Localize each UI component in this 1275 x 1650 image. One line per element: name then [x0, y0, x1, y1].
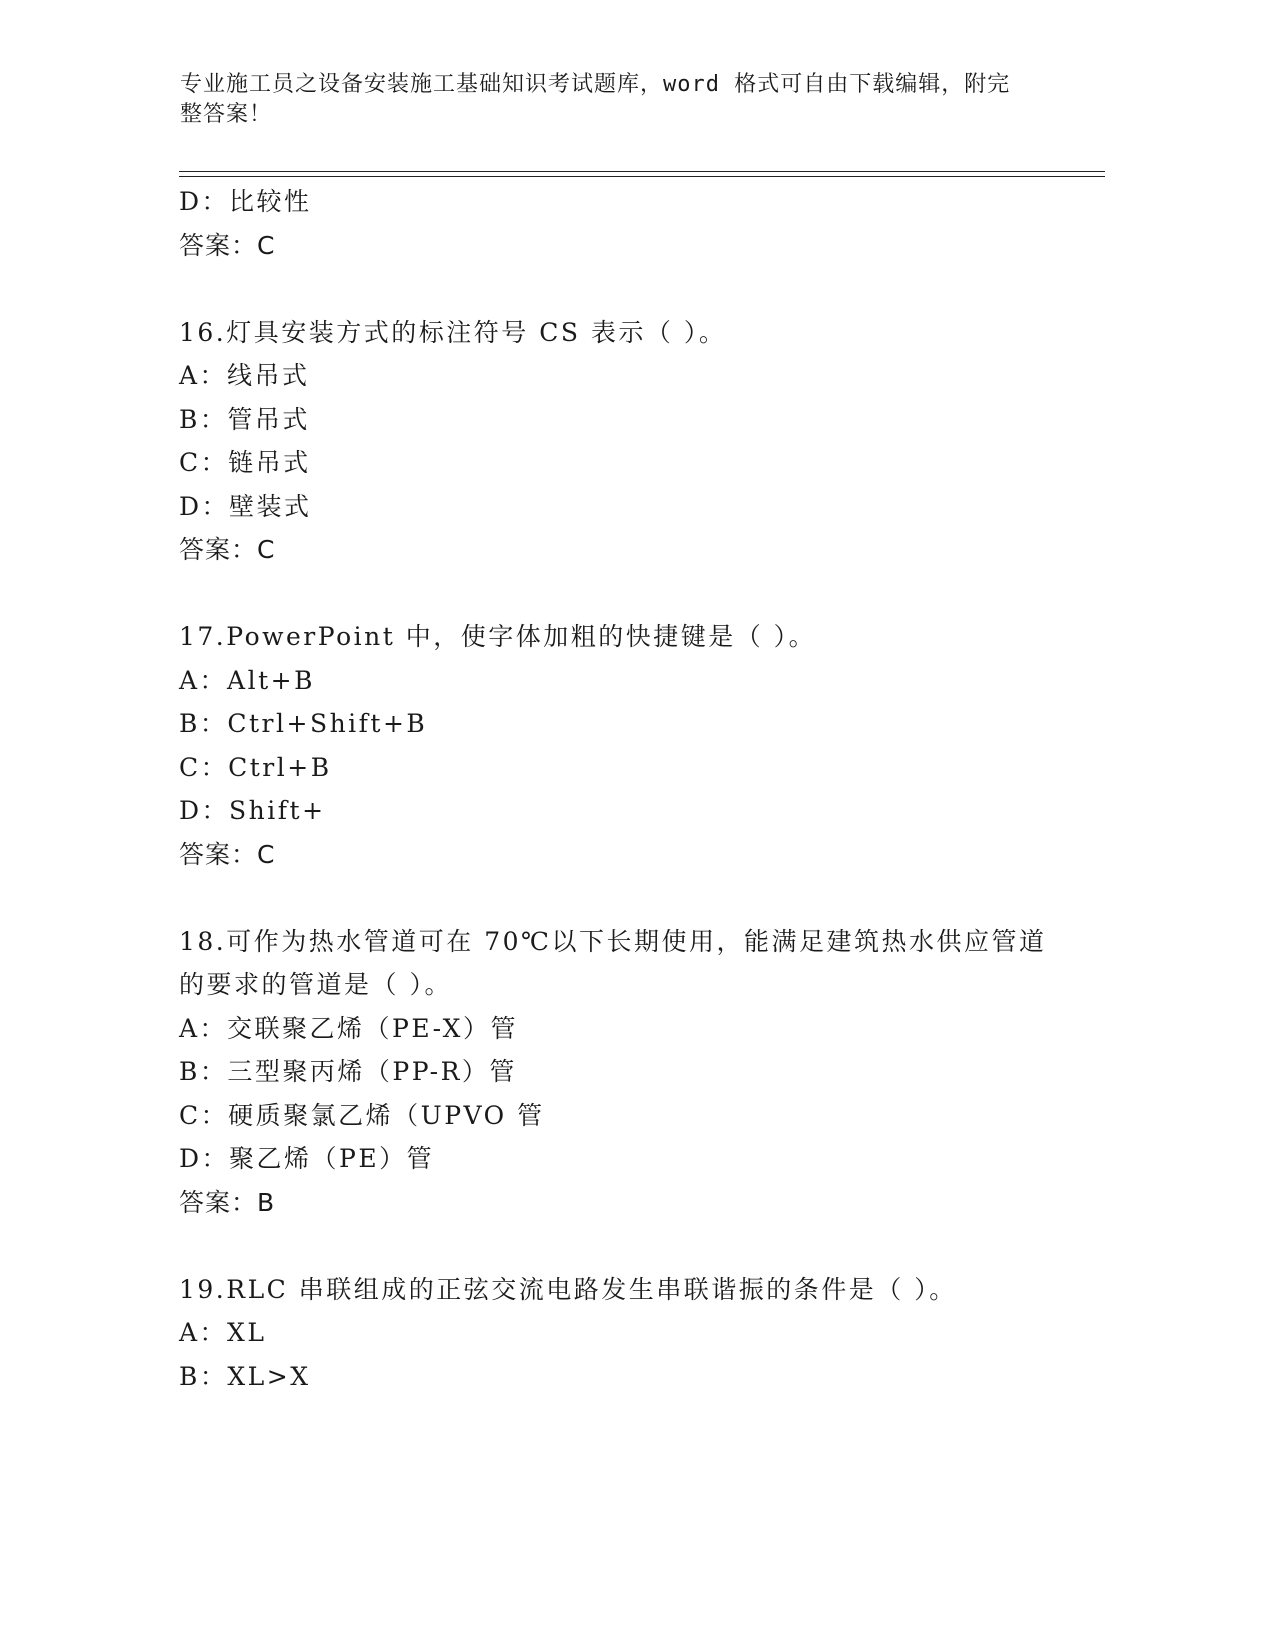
question-stem-line-2: 的要求的管道是（ ）。: [179, 970, 452, 999]
answer-line: 答案：C: [179, 230, 276, 260]
spacer: [179, 876, 1079, 920]
option-a: A：XL: [179, 1318, 267, 1347]
option-d: D：Shift+: [179, 796, 326, 825]
header-rule-bottom: [179, 176, 1105, 177]
option-c: C：链吊式: [179, 448, 311, 477]
option-d: D：壁装式: [179, 491, 312, 521]
question-stem: 17.PowerPoint 中，使字体加粗的快捷键是（ ）。: [179, 622, 817, 651]
spacer: [179, 1224, 1079, 1268]
option-b: B：Ctrl+Shift+B: [179, 709, 428, 738]
question-19: [179, 1268, 1079, 1399]
option-b: B：XL>X: [179, 1361, 311, 1391]
spacer: [179, 572, 1079, 616]
question-15-fragment: [179, 180, 1079, 267]
option-a: A：线吊式: [179, 361, 310, 390]
option-b: B：三型聚丙烯（PP-R）管: [179, 1057, 517, 1086]
answer-line: 答案：C: [179, 839, 276, 869]
question-stem: 16.灯具安装方式的标注符号 CS 表示（ ）。: [179, 317, 727, 347]
answer-line: 答案：B: [179, 1187, 276, 1217]
option-a: A：Alt+B: [179, 665, 315, 695]
question-16: [179, 311, 1079, 572]
page-header: [180, 70, 1080, 130]
question-stem: 19.RLC 串联组成的正弦交流电路发生串联谐振的条件是（ ）。: [179, 1274, 957, 1304]
option-c: C：硬质聚氯乙烯（UPVO 管: [179, 1100, 545, 1130]
spacer: [179, 267, 1079, 311]
option-d: D：聚乙烯（PE）管: [179, 1144, 435, 1173]
header-line-1: 专业施工员之设备安装施工基础知识考试题库，word 格式可自由下载编辑，附完: [180, 72, 1011, 97]
answer-line: 答案：C: [179, 535, 276, 564]
question-content: [179, 180, 1079, 1398]
option-b: B：管吊式: [179, 404, 310, 434]
question-18: [179, 920, 1079, 1225]
header-rule-top: [179, 171, 1105, 172]
question-17: [179, 615, 1079, 876]
header-line-2: 整答案！: [180, 102, 273, 127]
option-a: A：交联聚乙烯（PE-X）管: [179, 1013, 518, 1043]
question-stem-line-1: 18.可作为热水管道可在 70℃以下长期使用，能满足建筑热水供应管道: [179, 926, 1047, 956]
option-d: D：比较性: [179, 187, 312, 216]
option-c: C：Ctrl+B: [179, 752, 332, 782]
